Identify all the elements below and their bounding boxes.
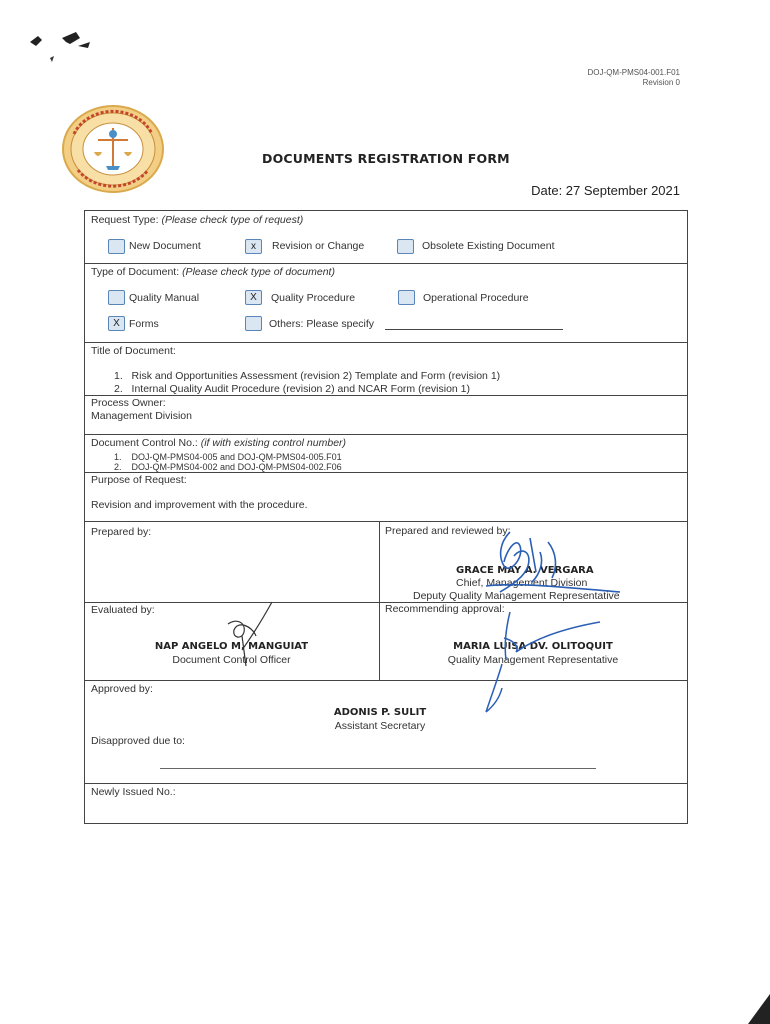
form-title: DOCUMENTS REGISTRATION FORM: [262, 151, 510, 166]
manguiat-role: Document Control Officer: [172, 654, 291, 666]
doc-code-block: [588, 68, 680, 88]
control-item-num: 1.: [114, 452, 122, 462]
sulit-name: ADONIS P. SULIT: [333, 707, 427, 718]
title-item-1: [114, 370, 500, 382]
checkbox-others[interactable]: [245, 316, 262, 331]
signature-olitoquit: [476, 608, 606, 718]
request-type-hint: (Please check type of request): [161, 214, 304, 226]
approved-by-label: Approved by:: [91, 683, 153, 695]
checkbox-quality-manual[interactable]: [108, 290, 125, 305]
olitoquit-role: Quality Management Representative: [447, 654, 619, 666]
checkbox-forms[interactable]: X: [108, 316, 125, 331]
checkbox-quality-procedure[interactable]: X: [245, 290, 262, 305]
rule: [84, 395, 687, 396]
control-no-hint: (if with existing control number): [200, 437, 347, 449]
doj-seal-logo: [60, 104, 166, 194]
doc-code: DOJ-QM-PMS04-001.F01: [587, 68, 680, 77]
revision-or-change-label: Revision or Change: [272, 240, 365, 252]
process-owner-label: Process Owner:: [91, 397, 166, 409]
others-label: Others: Please specify: [269, 318, 375, 330]
control-no-item-2: [114, 462, 342, 472]
evaluated-by-label: Evaluated by:: [91, 604, 155, 616]
control-no-label: Document Control No.:: [91, 437, 198, 449]
disapproved-reason-line[interactable]: [160, 768, 596, 769]
prepared-reviewed-label: Prepared and reviewed by:: [385, 525, 511, 537]
control-item-text: DOJ-QM-PMS04-005 and DOJ-QM-PMS04-005.F01: [131, 452, 342, 462]
checkbox-new-document[interactable]: [108, 239, 125, 254]
title-of-document-label: Title of Document:: [91, 345, 176, 357]
request-type-heading: [91, 214, 303, 226]
scan-corner: [740, 994, 770, 1024]
obsolete-document-label: Obsolete Existing Document: [422, 240, 555, 252]
title-item-num: 1.: [114, 370, 123, 382]
doc-type-hint: (Please check type of document): [182, 266, 335, 278]
recommending-label: Recommending approval:: [385, 603, 505, 615]
doc-type-label: Type of Document:: [91, 266, 180, 278]
vergara-name: GRACE MAY A. VERGARA: [456, 565, 594, 576]
vergara-title-1: Chief, Management Division: [456, 577, 588, 589]
revision-label: Revision 0: [642, 78, 680, 87]
form-date: Date: 27 September 2021: [531, 183, 680, 198]
disapproved-label: Disapproved due to:: [91, 735, 185, 747]
control-item-text: DOJ-QM-PMS04-002 and DOJ-QM-PMS04-002.F06: [131, 462, 342, 472]
purpose-label: Purpose of Request:: [91, 474, 187, 486]
quality-procedure-label: Quality Procedure: [271, 292, 356, 304]
prepared-by-label: Prepared by:: [91, 526, 152, 538]
checkbox-revision-or-change[interactable]: x: [245, 239, 262, 254]
signature-manguiat: [222, 600, 282, 670]
newly-issued-label: Newly Issued No.:: [91, 786, 176, 798]
title-item-2: [114, 383, 470, 395]
new-document-label: New Document: [129, 240, 201, 252]
rule: [84, 263, 687, 264]
quality-manual-label: Quality Manual: [129, 292, 200, 304]
control-no-heading: [91, 437, 346, 449]
forms-label: Forms: [129, 318, 159, 330]
scan-marks: [20, 20, 100, 70]
control-no-item-1: [114, 452, 342, 462]
request-type-label: Request Type:: [91, 214, 159, 226]
rule: [84, 342, 687, 343]
others-specify-line[interactable]: [385, 329, 563, 330]
control-item-num: 2.: [114, 462, 122, 472]
operational-procedure-label: Operational Procedure: [423, 292, 529, 304]
title-item-text: Internal Quality Audit Procedure (revision 2) and NCAR Form (revision 1): [131, 383, 470, 395]
checkbox-operational-procedure[interactable]: [398, 290, 415, 305]
manguiat-name: NAP ANGELO M. MANGUIAT: [154, 641, 309, 652]
rule: [84, 472, 687, 473]
rule: [84, 783, 687, 784]
rule: [84, 434, 687, 435]
checkbox-obsolete-document[interactable]: [397, 239, 414, 254]
title-item-text: Risk and Opportunities Assessment (revision 2) Template and Form (revision 1): [131, 370, 501, 382]
title-item-num: 2.: [114, 383, 123, 395]
vergara-title-2: Deputy Quality Management Representative: [413, 590, 620, 602]
doc-type-heading: [91, 266, 335, 278]
purpose-value: Revision and improvement with the procedure.: [91, 499, 308, 511]
sulit-role: Assistant Secretary: [334, 720, 426, 732]
process-owner-value: Management Division: [91, 410, 192, 422]
olitoquit-name: MARIA LUISA DV. OLITOQUIT: [453, 641, 613, 652]
signature-vergara: [470, 522, 630, 610]
